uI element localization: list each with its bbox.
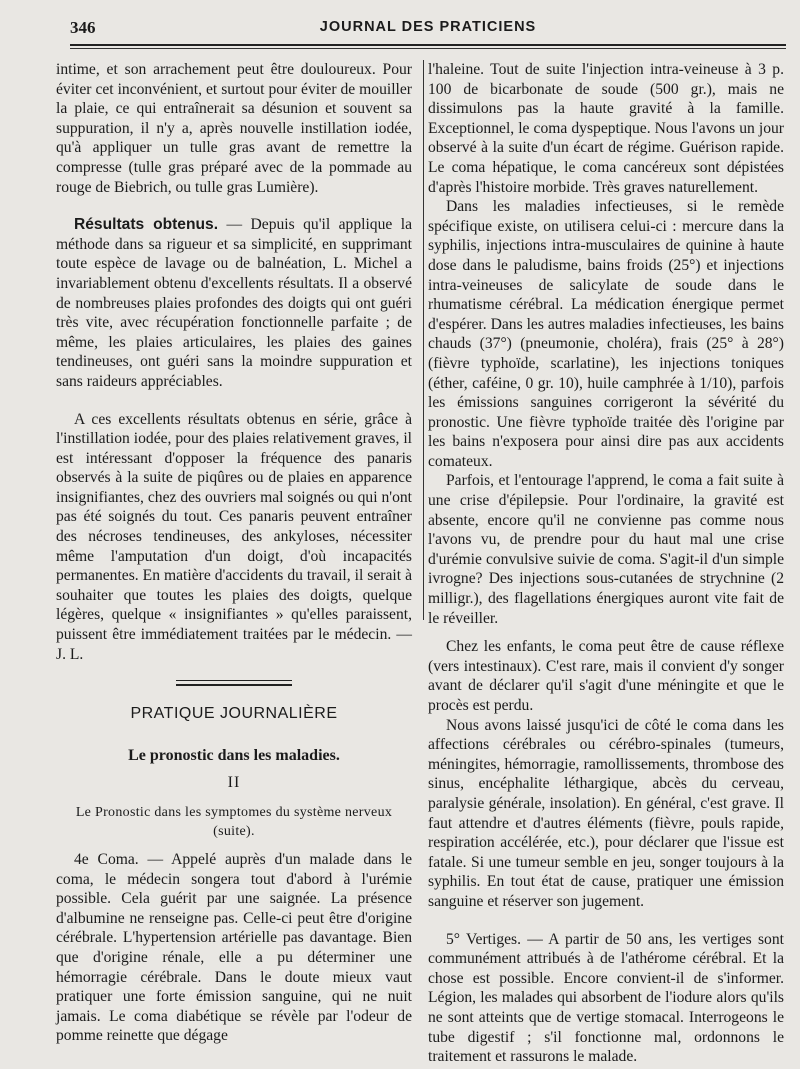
journal-title: JOURNAL DES PRATICIENS (319, 19, 537, 35)
column-divider (423, 60, 424, 620)
paragraph-panaris: A ces excellents résultats obtenus en série, grâce à l'instillation iodée, pour des plaies relativement graves, il est intéressant d'opposer la fréquence des panaris observés à la suite de piqûres ou de plaies en apparence insignifiantes, chez des ouvriers mal soignés ou qui n'ont pas été soignés du tout. Ces panaris peuvent entraîner des nécroses tendineuses, des ankyloses, nécessiter même l'amputation d'un doigt, d'où incapacités permanentes. En matière d'accidents du travail, il serait à souhaiter que toutes les plaies des doigts, quelque légères, quelque « insignifiantes » qu'elles paraissent, puissent être immédiatement traitées par le médecin. — J. L. (56, 410, 412, 663)
section-title: PRATIQUE JOURNALIÈRE (130, 705, 338, 723)
paragraph-resultats (56, 215, 412, 391)
paragraph-coma (56, 850, 412, 1046)
left-column (56, 60, 412, 1046)
paragraph-vertiges-text: — A partir de 50 ans, les vertiges sont communément attribués à de l'athérome cérébral. Et la chose est possible. Encore convient-il de s'informer. Légion, les malades qui absorbent de l'iodure alors qu'ils ne sont atteints que de vertige stomacal. Interrogeons le tube digestif ; s'il fonctionne mal, ordonnons le traitement et rassurons le malade. (428, 930, 784, 1066)
paragraph-enfants: Chez les enfants, le coma peut être de cause réflexe (vers intestinaux). C'est rare, mais il convient d'y songer avant de déclarer qu'il s'agit d'une méningite et que le procès est perdu. (428, 638, 784, 714)
paragraph-haleine: l'haleine. Tout de suite l'injection intra-veineuse à 3 p. 100 de bicarbonate de soude (500 gr.), mais ne dissimulons pas la haute gravité à la famille. Exceptionnel, le coma dyspeptique. Nous l'avons un jour observé à la suite d'un écart de régime. Guérison rapide. Le coma hépatique, le coma cancéreux sont dépistées d'après l'histoire morbide. Très graves naturellement. (428, 61, 784, 196)
article-title: Le pronostic dans les maladies. (128, 746, 340, 764)
paragraph-vertiges (428, 930, 784, 1067)
part-number: II (227, 774, 241, 792)
section-divider-ornament (176, 680, 292, 686)
heading-vertiges: 5° Vertiges. (446, 930, 522, 948)
running-header (70, 14, 786, 46)
paragraph-coma-text: — Appelé auprès d'un malade dans le coma, le médecin songera tout d'abord à l'urémie possible. Cela guérit par une saignée. La présence d'albumine ne renseigne pas. Celle-ci peut être d'origine cérébrale. L'hypertension artérielle pas davantage. Bien que d'origine rénale, elle a pu déterminer une hémorragie cérébrale. Dans le doute mieux vaut pratiquer une forte émission sanguine, qui ne nuit jamais. Le coma diabétique se révèle par l'odeur de pomme reinette que dégage (56, 851, 413, 1045)
header-rule (70, 48, 786, 49)
paragraph-resultats-text: — Depuis qu'il applique la méthode dans sa rigueur et sa simplicité, en supprimant toute espèce de lavage ou de balnéation, L. Michel a invariablement obtenu d'excellents résultats. Il a observé de nombreuses plaies profondes des doigts qui ont guéri très vite, avec récupération fonctionnelle parfaite ; de même, les plaies articulaires, les plaies des gaines tendineuses, ont guéri sans la moindre suppuration et sans raideurs appréciables. (56, 216, 413, 390)
paragraph-infectieuses: Dans les maladies infectieuses, si le remède spécifique existe, on utilisera celui-ci : mercure dans la syphilis, injections intra-musculaires de quinine à haute dose dans le paludisme, bains froids (25°) et injections intra-veineuses de salicylate de soude dans le rhumatisme cérébral. La médication énergique permet d'espérer. Dans les autres maladies infectieuses, les bains chauds (37°) (pneumonie, choléra), frais (25° à 28°) (fièvre typhoïde, scarlatine), les injections toniques (éther, caféine, 0 gr. 10), huile camphrée à 1/10), parfois les émissions sanguines corrigeront la sévérité du pronostic. Une fièvre typhoïde traitée dès l'origine par les bains n'exposera pour ainsi dire pas aux accidents comateux. (428, 198, 784, 470)
article-subtitle: Le Pronostic dans les symptomes du système nerveux (suite). (75, 805, 393, 839)
paragraph-affections-cerebrales: Nous avons laissé jusqu'ici de côté le coma dans les affections cérébrales ou cérébro-spinales (tumeurs, méningites, hémorragie, ramollissements, thrombose des sinus, encéphalite léthargique, abcès du cerveau, paralysie générale, insolation). En général, c'est grave. Il faut attendre et d'autres éléments (fièvre, pouls rapide, respiration accélérée, etc.), pour déclarer que l'issue est fatale. Si une tumeur semble en jeu, songer toujours à la syphilis. En tout état de cause, pratiquer une émission sanguine et réserver son jugement. (428, 716, 784, 910)
right-column (428, 60, 784, 1067)
paragraph-instillation: intime, et son arrachement peut être douloureux. Pour éviter cet inconvénient, et surtout pour éviter de mouiller la plaie, ce qui entraînerait sa désunion et souvent sa suppuration, il n'y a, après nouvelle instillation iodée, qu'à appliquer un tulle gras avant de remettre la compresse (tulle gras préparé avec de la pommade au rouge de Biebrich, ou tulle gras Lumière). (56, 61, 412, 196)
heading-coma: 4e Coma. (74, 851, 139, 868)
page-number: 346 (70, 18, 96, 37)
heading-resultats: Résultats obtenus. (74, 216, 219, 234)
paragraph-epilepsie: Parfois, et l'entourage l'apprend, le coma a fait suite à une crise d'épilepsie. Pour l'ordinaire, la gravité est absente, encore qu'il ne convienne pas comme nous l'avons vu, de prendre pour du haut mal une crise d'urémie convulsive suivie de coma. S'agit-il d'un simple ivrogne? Des injections sous-cutanées de strychnine (2 milligr.), des flagellations énergiques auront vite fait de le réveiller. (428, 472, 784, 627)
